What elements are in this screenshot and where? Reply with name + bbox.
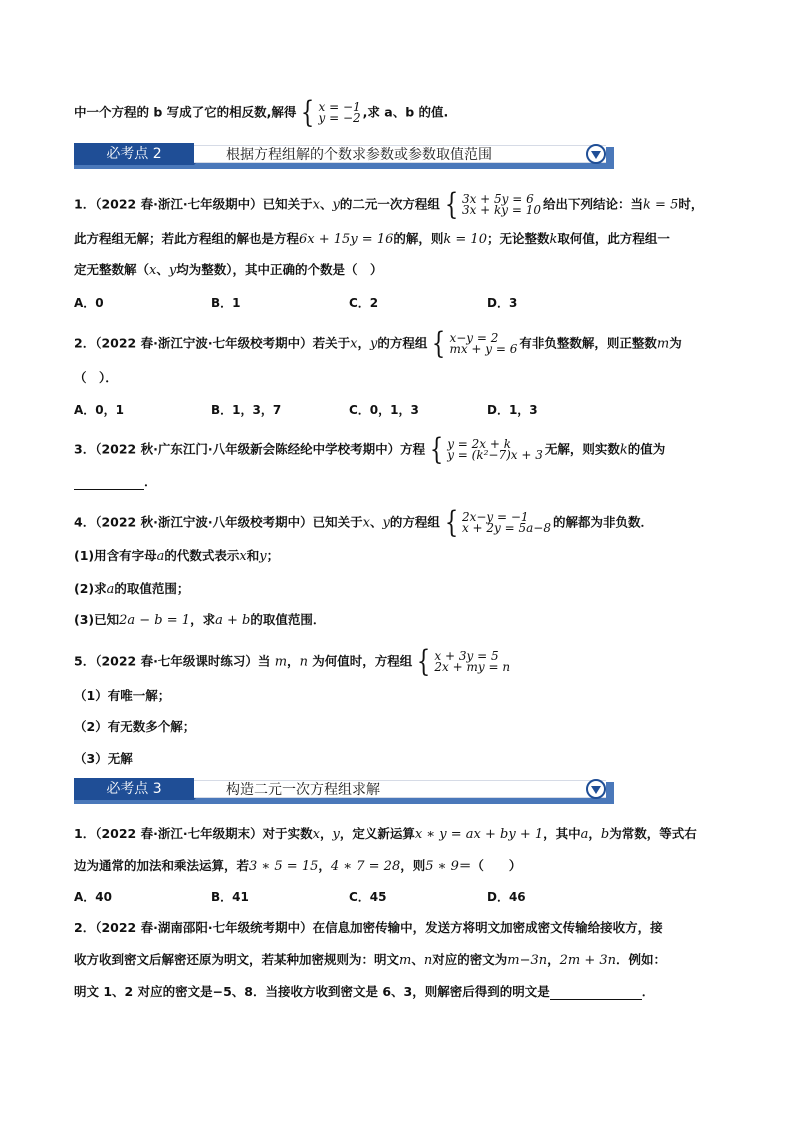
- q1-line1: [74, 187, 724, 222]
- q5-source: （2022 春·七年级课时练习）: [95, 653, 258, 669]
- q3-var: k: [619, 442, 628, 458]
- q7-math: m−3n: [507, 953, 548, 968]
- q3-line1: [74, 432, 724, 467]
- choice-c: C．0，1，3: [349, 403, 419, 417]
- q2-var: y: [369, 336, 378, 352]
- q4-part3: [74, 612, 724, 629]
- q3-line2: [74, 474, 724, 490]
- q7-source: （2022 春·湖南邵阳·七年级统考期中）: [95, 920, 313, 935]
- choice-b: B．1，3，7: [211, 403, 282, 417]
- q2-system: { x−y = 2 mx + y = 6: [432, 326, 518, 361]
- q4-text: ，求: [190, 612, 216, 627]
- choice-d: D．3: [487, 296, 518, 310]
- q6-var: x: [312, 827, 320, 842]
- q7-text: 在信息加密传输中，发送方将明文加密成密文传输给接收方，接: [312, 920, 663, 935]
- choice-a: A．40: [74, 890, 112, 904]
- q7-var: n: [423, 953, 433, 968]
- q5-system: { x + 3y = 5 2x + my = n: [417, 644, 511, 679]
- q3-eq2: y = (k²−7)x + 3: [447, 448, 543, 462]
- q6-text: ，定义新运算: [339, 826, 415, 841]
- q1-math: 6x + 15y = 16: [299, 232, 394, 247]
- q4-var: y: [259, 549, 267, 564]
- q7-math: 2m + 3n: [559, 953, 617, 968]
- choice-c: C．45: [349, 890, 387, 904]
- q4-line1: [74, 505, 724, 540]
- choice-a: A．0，1: [74, 403, 124, 417]
- q1-eq1: 3x + 5y = 6: [461, 192, 534, 206]
- q2-text: ，: [357, 335, 370, 351]
- choice-b: B．1: [211, 296, 241, 310]
- q7-line2: [74, 952, 724, 969]
- q4-var: x: [239, 549, 247, 564]
- q4-text: 的代数式表示: [164, 548, 240, 563]
- section-label: 必考点 3: [74, 778, 194, 800]
- q2-text: 有非负整数解，则正整数: [519, 335, 657, 351]
- q3-text: 方程: [400, 441, 426, 457]
- q7-text: ．例如：: [616, 952, 667, 967]
- q1-line2: [74, 231, 724, 248]
- q5-part2: （2）有无数多个解；: [74, 719, 196, 734]
- section-title: 构造二元一次方程组求解: [194, 780, 606, 798]
- q1-text: 、: [156, 262, 169, 277]
- q4-math: 2a − b = 1: [119, 613, 191, 628]
- q2-number: 2．: [74, 335, 96, 351]
- q1-text: 取何值，此方程组一: [557, 231, 670, 246]
- choice-a: A．0: [74, 296, 104, 310]
- q3-source: （2022 秋·广东江门·八年级新会陈经纶中学校考期中）: [95, 441, 401, 457]
- q6-text: ，: [588, 826, 601, 841]
- q1-number: 1．: [74, 196, 96, 212]
- q6-number: 1．: [74, 826, 96, 841]
- q1-text: 的解，则: [393, 231, 444, 246]
- q6-math: 3 ∗ 5 = 15: [249, 859, 319, 874]
- section-label: 必考点 2: [74, 143, 194, 165]
- q1-text: 时，: [678, 196, 704, 212]
- section-banner-2: [74, 143, 614, 169]
- q4-text: 、: [369, 514, 383, 530]
- q2-line2: （ ）．: [74, 370, 118, 385]
- q6-text: ＝（ ）: [458, 858, 522, 873]
- q4-source: （2022 秋·浙江宁波·八年级校考期中）: [95, 514, 313, 530]
- q2-source: （2022 春·浙江宁波·七年级校考期中）: [95, 335, 313, 351]
- q4-eq2: x + 2y = 5a−8: [461, 521, 551, 535]
- q4-text: 的解都为非负数．: [552, 514, 653, 530]
- q4-text: 和: [246, 548, 260, 563]
- q5-part3: （3）无解: [74, 751, 133, 766]
- q6-math: 4 ∗ 7 = 28: [330, 859, 401, 874]
- intro-eq1: x = −1: [318, 100, 361, 114]
- q1-system: { 3x + 5y = 6 3x + ky = 10: [444, 187, 542, 222]
- q3-text: ．: [144, 474, 157, 489]
- q5-eq2: 2x + my = n: [434, 660, 511, 674]
- q1-var: x: [312, 197, 320, 213]
- q4-text: 的取值范围；: [114, 581, 190, 596]
- q2-text: 为: [669, 335, 682, 351]
- intro-line: [74, 95, 724, 130]
- q6-text: 对于实数: [262, 826, 313, 841]
- q3-text: 无解，则实数: [544, 441, 620, 457]
- q4-text: (3)已知: [74, 612, 120, 627]
- q5-var: n: [299, 654, 308, 670]
- q1-text: 、: [319, 196, 333, 212]
- q2-text: 若关于: [312, 335, 351, 351]
- q2-line1: [74, 326, 724, 361]
- q4-math: a + b: [215, 613, 251, 628]
- q3-number: 3．: [74, 441, 96, 457]
- q6-text: 为常数，等式右: [609, 826, 697, 841]
- q4-text: 的取值范围．: [250, 612, 326, 627]
- q4-text: 已知关于: [312, 514, 363, 530]
- q4-var: a: [106, 582, 115, 597]
- q4-eq1: 2x−y = −1: [461, 510, 529, 524]
- q6-line1: [74, 826, 724, 843]
- q4-var: x: [362, 515, 370, 531]
- q6-line2: [74, 858, 724, 875]
- q4-text: 的方程组: [389, 514, 440, 530]
- q5-text: 为何值时，方程组: [307, 653, 413, 669]
- q3-system: { y = 2x + k y = (k²−7)x + 3: [429, 432, 543, 467]
- q6-math: 5 ∗ 9: [425, 859, 459, 874]
- q6-text: ，: [318, 858, 331, 873]
- q5-text: ，: [287, 653, 300, 669]
- q1-text: ；无论整数: [486, 231, 550, 246]
- q5-text: 当: [257, 653, 275, 669]
- q2-eq2: mx + y = 6: [449, 342, 518, 356]
- q7-text: 收方收到密文后解密还原为明文，若某种加密规则为：明文: [74, 952, 400, 967]
- q6-source: （2022 春·浙江·七年级期末）: [95, 826, 263, 841]
- q4-text: (1)用含有字母: [74, 548, 157, 563]
- choice-c: C．2: [349, 296, 379, 310]
- q5-var: m: [274, 654, 288, 670]
- q4-text: ；: [266, 548, 280, 563]
- choice-d: D．46: [487, 890, 526, 904]
- q7-text: ．: [641, 984, 655, 999]
- q5-part1: （1）有唯一解；: [74, 688, 171, 703]
- q1-source: （2022 春·浙江·七年级期中）: [95, 196, 263, 212]
- q7-line1: [74, 920, 724, 936]
- q1-text: 定无整数解（: [74, 262, 150, 277]
- q1-math: k = 5: [643, 197, 679, 213]
- q6-math: x ∗ y = ax + by + 1: [414, 827, 544, 842]
- q1-var: y: [332, 197, 340, 213]
- q1-text: 给出下列结论：当: [543, 196, 644, 212]
- q1-text: 此方程组无解；若此方程组的解也是方程: [74, 231, 300, 246]
- q1-math: k: [549, 232, 558, 247]
- q3-answer-blank[interactable]: [74, 475, 144, 490]
- q1-var: y: [168, 263, 177, 278]
- section-title: 根据方程组解的个数求参数或参数取值范围: [194, 145, 606, 163]
- chevron-down-icon: [586, 144, 606, 164]
- q7-text: 明文 1、2 对应的密文是−5、8．当接收方收到密文是 6、3，则解密后得到的明文是: [74, 984, 550, 999]
- q4-part1: [74, 548, 724, 565]
- q1-eq2: 3x + ky = 10: [461, 203, 542, 217]
- intro-text-after: ,求 a、b 的值.: [362, 104, 449, 120]
- q1-text: 均为整数），其中正确的个数是（ ）: [176, 262, 383, 277]
- q6-text: ，: [319, 826, 333, 841]
- q6-var: b: [600, 827, 610, 842]
- q4-number: 4．: [74, 514, 96, 530]
- q7-text: ，: [547, 952, 560, 967]
- q6-var: y: [332, 827, 340, 842]
- q1-text: 的二元一次方程组: [339, 196, 440, 212]
- q5-line1: [74, 644, 724, 679]
- q6-text: ，则: [400, 858, 426, 873]
- choice-d: D．1，3: [487, 403, 538, 417]
- q1-line3: [74, 262, 724, 279]
- q2-text: 的方程组: [377, 335, 428, 351]
- q4-var: y: [382, 515, 390, 531]
- q5-eq1: x + 3y = 5: [434, 649, 499, 663]
- q1-var: x: [149, 263, 157, 278]
- q1-math: k = 10: [443, 232, 487, 247]
- q4-text: (2)求: [74, 581, 107, 596]
- q7-number: 2．: [74, 920, 96, 935]
- q5-number: 5．: [74, 653, 96, 669]
- q2-var: x: [350, 336, 358, 352]
- section-banner-3: [74, 778, 614, 804]
- q7-var: m: [399, 953, 412, 968]
- q7-answer-blank[interactable]: [550, 985, 642, 1000]
- q4-part2: [74, 581, 724, 598]
- q2-eq1: x−y = 2: [449, 331, 499, 345]
- q1-text: 已知关于: [262, 196, 313, 212]
- intro-system: { x = −1 y = −2: [301, 95, 361, 130]
- q3-eq1: y = 2x + k: [447, 437, 512, 451]
- q3-text: 的值为: [627, 441, 666, 457]
- q2-var: m: [656, 336, 670, 352]
- q7-text: 对应的密文为: [432, 952, 508, 967]
- chevron-down-icon: [586, 779, 606, 799]
- choice-b: B．41: [211, 890, 249, 904]
- q6-text: ，其中: [543, 826, 581, 841]
- q7-text: 、: [411, 952, 424, 967]
- q4-var: a: [156, 549, 165, 564]
- intro-text: 中一个方程的 b 写成了它的相反数,解得: [74, 104, 297, 120]
- q7-line3: [74, 984, 724, 1000]
- q6-var: a: [580, 827, 589, 842]
- intro-eq2: y = −2: [318, 111, 361, 125]
- q4-system: { 2x−y = −1 x + 2y = 5a−8: [444, 505, 551, 540]
- q6-text: 边为通常的加法和乘法运算，若: [74, 858, 250, 873]
